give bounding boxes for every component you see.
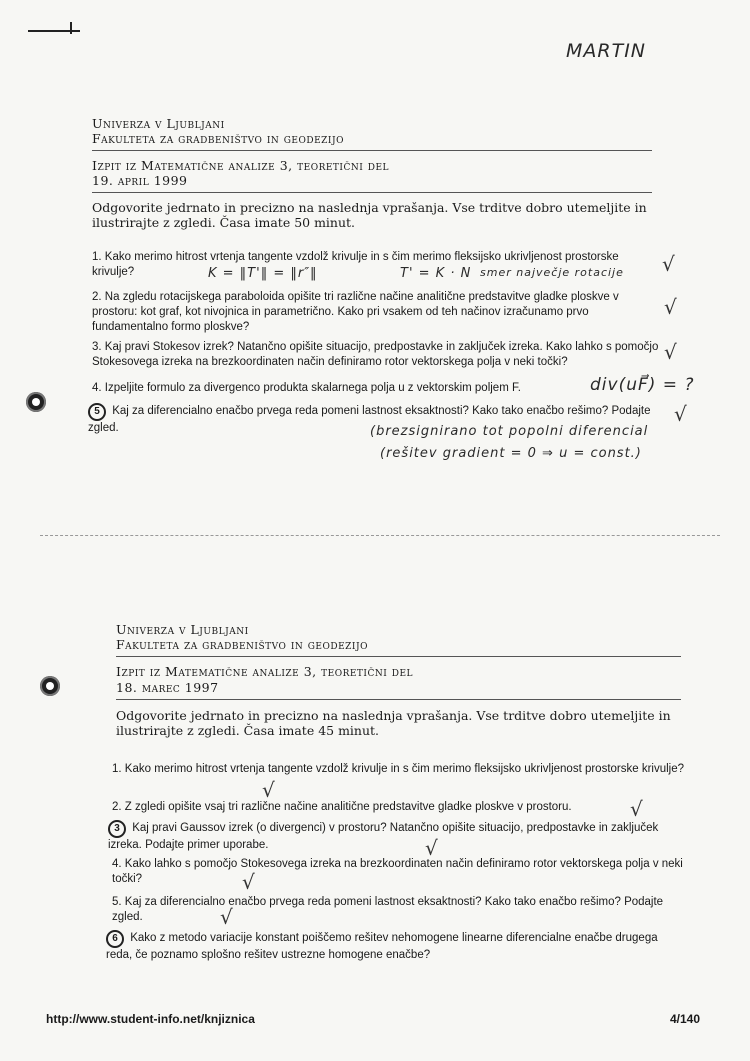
exam1-rule-1 [92, 150, 652, 151]
exam1-question-3 [92, 340, 662, 370]
punch-hole-icon [26, 392, 46, 412]
punch-hole-icon [40, 676, 60, 696]
page-separator [40, 535, 720, 536]
question-number: 1. [92, 251, 102, 263]
checkmark-icon: √ [674, 402, 687, 426]
question-number: 2. [112, 801, 122, 813]
question-text: Kako z metodo variacije konstant poiščemo rešitev nehomogene linearne diferencialne enačbe drugega reda, če poznamo splošno rešitev ustrezne homogene enačbe? [106, 932, 658, 961]
exam1-date: 19. april 1999 [92, 173, 188, 188]
question-number: 4. [92, 382, 102, 394]
exam1-intro: Odgovorite jedrnato in precizno na naslednja vprašanja. Vse trditve dobro utemeljite in ilustrirajte z zgledi. Časa imate 50 minut. [92, 200, 647, 230]
question-text: Kaj pravi Stokesov izrek? Natančno opišite situacijo, predpostavke in zaključek izreka. Kako lahko s pomočjo Stokesovega izreka na brezkoordinaten način definiramo rotor vektorskega polja v neki točki? [92, 341, 659, 368]
exam2-intro: Odgovorite jedrnato in precizno na naslednja vprašanja. Vse trditve dobro utemeljite in ilustrirajte z zgledi. Časa imate 45 minut. [116, 708, 671, 738]
exam1-rule-2 [92, 192, 652, 193]
question-text: Kako lahko s pomočjo Stokesovega izreka na brezkoordinaten način definiramo rotor vektorskega polja v neki točki? [112, 858, 683, 885]
question-number: 5. [112, 896, 122, 908]
checkmark-icon: √ [262, 778, 275, 802]
checkmark-icon: √ [220, 905, 233, 929]
question-text: Kaj za diferencialno enačbo prvega reda pomeni lastnost eksaktnosti? Kako tako enačbo rešimo? Podajte zgled. [88, 405, 651, 434]
q1-handwritten-note: smer največje rotacije [480, 266, 624, 279]
question-text: Kaj pravi Gaussov izrek (o divergenci) v prostoru? Natančno opišite situacijo, predpostavke in zaključek izreka. Podajte primer uporabe. [108, 822, 659, 851]
exam2-question-3 [108, 820, 688, 853]
question-number: 3. [92, 341, 102, 353]
exam2-university: Univerza v Ljubljani [116, 622, 249, 637]
exam2-question-2 [112, 800, 687, 815]
question-number: 5 [88, 403, 106, 421]
question-text: Z zgledi opišite vsaj tri različne načine analitične predstavitve gladke ploskve v prostoru. [124, 801, 572, 813]
checkmark-icon: √ [664, 295, 677, 319]
question-number: 3 [108, 820, 126, 838]
question-number: 6 [106, 930, 124, 948]
exam2-rule-1 [116, 656, 681, 657]
exam2-question-6 [106, 930, 686, 963]
q1-handwritten-formula-b: T' = K · N [400, 266, 472, 281]
exam2-title: Izpit iz Matematične analize 3, teoretični del [116, 664, 414, 679]
exam2-date: 18. marec 1997 [116, 680, 219, 695]
question-text: Kako merimo hitrost vrtenja tangente vzdolž krivulje in s čim merimo fleksijsko ukrivljenost prostorske krivulje? [124, 763, 685, 775]
q5-handwritten-note-1: (brezsignirano tot popolni diferencial [370, 424, 649, 439]
exam2-question-5 [112, 895, 687, 925]
exam1-question-4 [92, 381, 552, 396]
question-text: Izpeljite formulo za divergenco produkta skalarnega polja u z vektorskim poljem F. [104, 382, 521, 394]
exam2-rule-2 [116, 699, 681, 700]
checkmark-icon: √ [662, 252, 675, 276]
q1-handwritten-formula-a: K = ‖T'‖ = ‖r″‖ [208, 266, 318, 281]
question-number: 1. [112, 763, 122, 775]
corner-mark [28, 30, 80, 32]
checkmark-icon: √ [425, 836, 438, 860]
checkmark-icon: √ [664, 340, 677, 364]
footer-url: http://www.student-info.net/knjiznica [46, 1012, 255, 1026]
exam1-university: Univerza v Ljubljani [92, 116, 225, 131]
exam2-question-4 [112, 857, 687, 887]
exam2-faculty: Fakulteta za gradbeništvo in geodezijo [116, 637, 368, 652]
question-text: Na zgledu rotacijskega paraboloida opišite tri različne načine analitične predstavitve gladke ploskve v prostoru: kot graf, kot nivojnica in parametrično. Kako pri vsakem od teh načinov izračunamo prvo fundamentalno formo ploskve? [92, 291, 619, 333]
exam1-title: Izpit iz Matematične analize 3, teoretični del [92, 158, 390, 173]
q5-handwritten-note-2: (rešitev gradient = 0 ⇒ u = const.) [380, 446, 642, 461]
corner-mark-tick [70, 22, 72, 34]
footer-page-number: 4/140 [670, 1012, 701, 1026]
q4-handwritten-formula: div(uF⃗) = ? [590, 375, 695, 395]
question-number: 4. [112, 858, 122, 870]
exam1-faculty: Fakulteta za gradbeništvo in geodezijo [92, 131, 344, 146]
question-text: Kako merimo hitrost vrtenja tangente vzdolž krivulje in s čim merimo fleksijsko ukrivljenost prostorske krivulje? [92, 251, 619, 278]
exam1-question-2 [92, 290, 662, 335]
handwritten-name: MARTIN [566, 40, 647, 62]
question-text: Kaj za diferencialno enačbo prvega reda pomeni lastnost eksaktnosti? Kako tako enačbo rešimo? Podajte zgled. [112, 896, 664, 923]
question-number: 2. [92, 291, 102, 303]
exam2-question-1 [112, 762, 687, 777]
checkmark-icon: √ [630, 797, 643, 821]
checkmark-icon: √ [242, 870, 255, 894]
